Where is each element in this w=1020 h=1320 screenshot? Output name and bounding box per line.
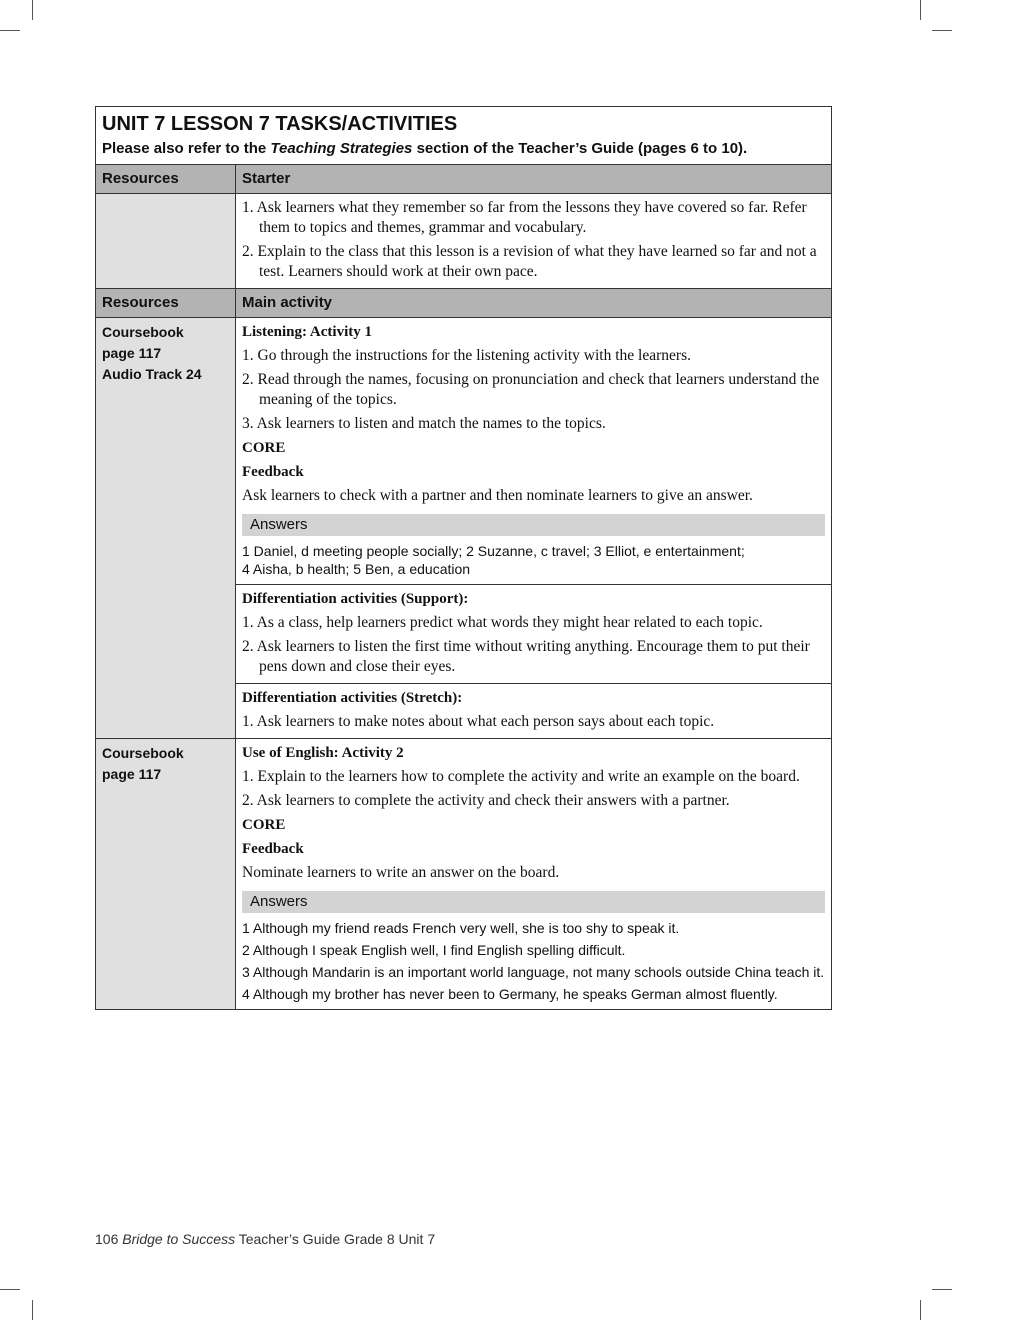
feedback-label: Feedback <box>242 464 304 480</box>
answer-line: 3 Although Mandarin is an important world language, not many schools outside China teach it. <box>242 964 825 980</box>
list-item: 1. Explain to the learners how to complete the activity and write an example on the board. <box>242 768 800 785</box>
core-label: CORE <box>242 440 286 456</box>
resource-item: Coursebook <box>102 745 184 761</box>
page-footer <box>95 1231 435 1247</box>
answer-line: 4 Although my brother has never been to Germany, he speaks German almost fluently. <box>242 986 778 1002</box>
crop-mark <box>920 0 921 20</box>
crop-mark <box>32 1300 33 1320</box>
starter-resources <box>96 194 236 288</box>
crop-mark <box>32 0 33 20</box>
answer-line: 4 Aisha, b health; 5 Ben, a education <box>242 561 471 577</box>
support-section <box>236 585 831 684</box>
listening-resources <box>96 318 236 738</box>
use-of-english-resources <box>96 739 236 1009</box>
subtitle-post: section of the Teacher’s Guide (pages 6 to 10). <box>412 140 748 157</box>
answers <box>242 919 825 1003</box>
section-heading: Use of English: Activity 2 <box>242 745 404 761</box>
listening-row <box>96 318 831 739</box>
listening-section <box>236 318 831 585</box>
use-of-english-row <box>96 739 831 1009</box>
list-item: 2. Ask learners to complete the activity and check their answers with a partner. <box>242 792 730 809</box>
main-activity-header: Main activity <box>236 289 831 317</box>
resources-header: Resources <box>96 289 236 317</box>
answers-bar: Answers <box>242 891 825 913</box>
resource-item: page 117 <box>102 766 162 782</box>
lesson-table <box>95 106 832 1010</box>
feedback-text: Nominate learners to write an answer on the board. <box>242 864 560 881</box>
list-item: 3. Ask learners to listen and match the names to the topics. <box>242 415 606 432</box>
page-number: 106 <box>95 1231 119 1247</box>
list-item: 1. Go through the instructions for the listening activity with the learners. <box>242 347 691 364</box>
resource-item: Audio Track 24 <box>102 366 202 382</box>
section-heading: Differentiation activities (Stretch): <box>242 690 463 706</box>
feedback-label: Feedback <box>242 841 304 857</box>
list-item: 2. Ask learners to listen the first time without writing anything. Encourage them to put their pens down and close their eyes. <box>242 638 810 675</box>
answers <box>242 542 825 578</box>
subtitle-pre: Please also refer to the <box>102 140 271 157</box>
feedback-text: Ask learners to check with a partner and then nominate learners to give an answer. <box>242 487 753 504</box>
starter-content <box>236 194 831 288</box>
page-title: UNIT 7 LESSON 7 TASKS/ACTIVITIES <box>102 113 458 135</box>
use-of-english-section <box>236 739 831 1009</box>
list-item: 1. As a class, help learners predict what words they might hear related to each topic. <box>242 614 763 631</box>
list-item: 1. Ask learners what they remember so far from the lessons they have covered so far. Refer them to topics and themes, grammar and vocabulary. <box>242 199 807 236</box>
stretch-section <box>236 684 831 738</box>
resources-header: Resources <box>96 165 236 193</box>
answer-line: 1 Although my friend reads French very well, she is too shy to speak it. <box>242 920 680 936</box>
starter-header: Starter <box>236 165 831 193</box>
footer-text: Teacher’s Guide Grade 8 Unit 7 <box>238 1231 436 1247</box>
section-heading: Listening: Activity 1 <box>242 324 372 340</box>
list-item: 1. Ask learners to make notes about what each person says about each topic. <box>242 713 715 730</box>
core-label: CORE <box>242 817 286 833</box>
starter-row <box>96 194 831 289</box>
answers-bar: Answers <box>242 514 825 536</box>
crop-mark <box>0 1289 20 1290</box>
crop-mark <box>920 1300 921 1320</box>
crop-mark <box>932 1289 952 1290</box>
crop-mark <box>932 30 952 31</box>
starter-header-row <box>96 165 831 194</box>
section-heading: Differentiation activities (Support): <box>242 591 469 607</box>
list-item: 2. Read through the names, focusing on pronunciation and check that learners understand the meaning of the topics. <box>242 371 820 408</box>
resource-item: page 117 <box>102 345 162 361</box>
book-title: Bridge to Success <box>122 1231 236 1247</box>
list-item: 2. Explain to the class that this lesson is a revision of what they have learned so far and not a test. Learners should work at their own pace. <box>242 243 817 280</box>
title-block <box>96 107 831 165</box>
resource-item: Coursebook <box>102 324 184 340</box>
main-header-row <box>96 289 831 318</box>
answer-line: 1 Daniel, d meeting people socially; 2 Suzanne, c travel; 3 Elliot, e entertainment; <box>242 543 745 559</box>
crop-mark <box>0 30 20 31</box>
subtitle-italic: Teaching Strategies <box>270 140 413 157</box>
subtitle <box>102 138 825 160</box>
answer-line: 2 Although I speak English well, I find English spelling difficult. <box>242 942 626 958</box>
